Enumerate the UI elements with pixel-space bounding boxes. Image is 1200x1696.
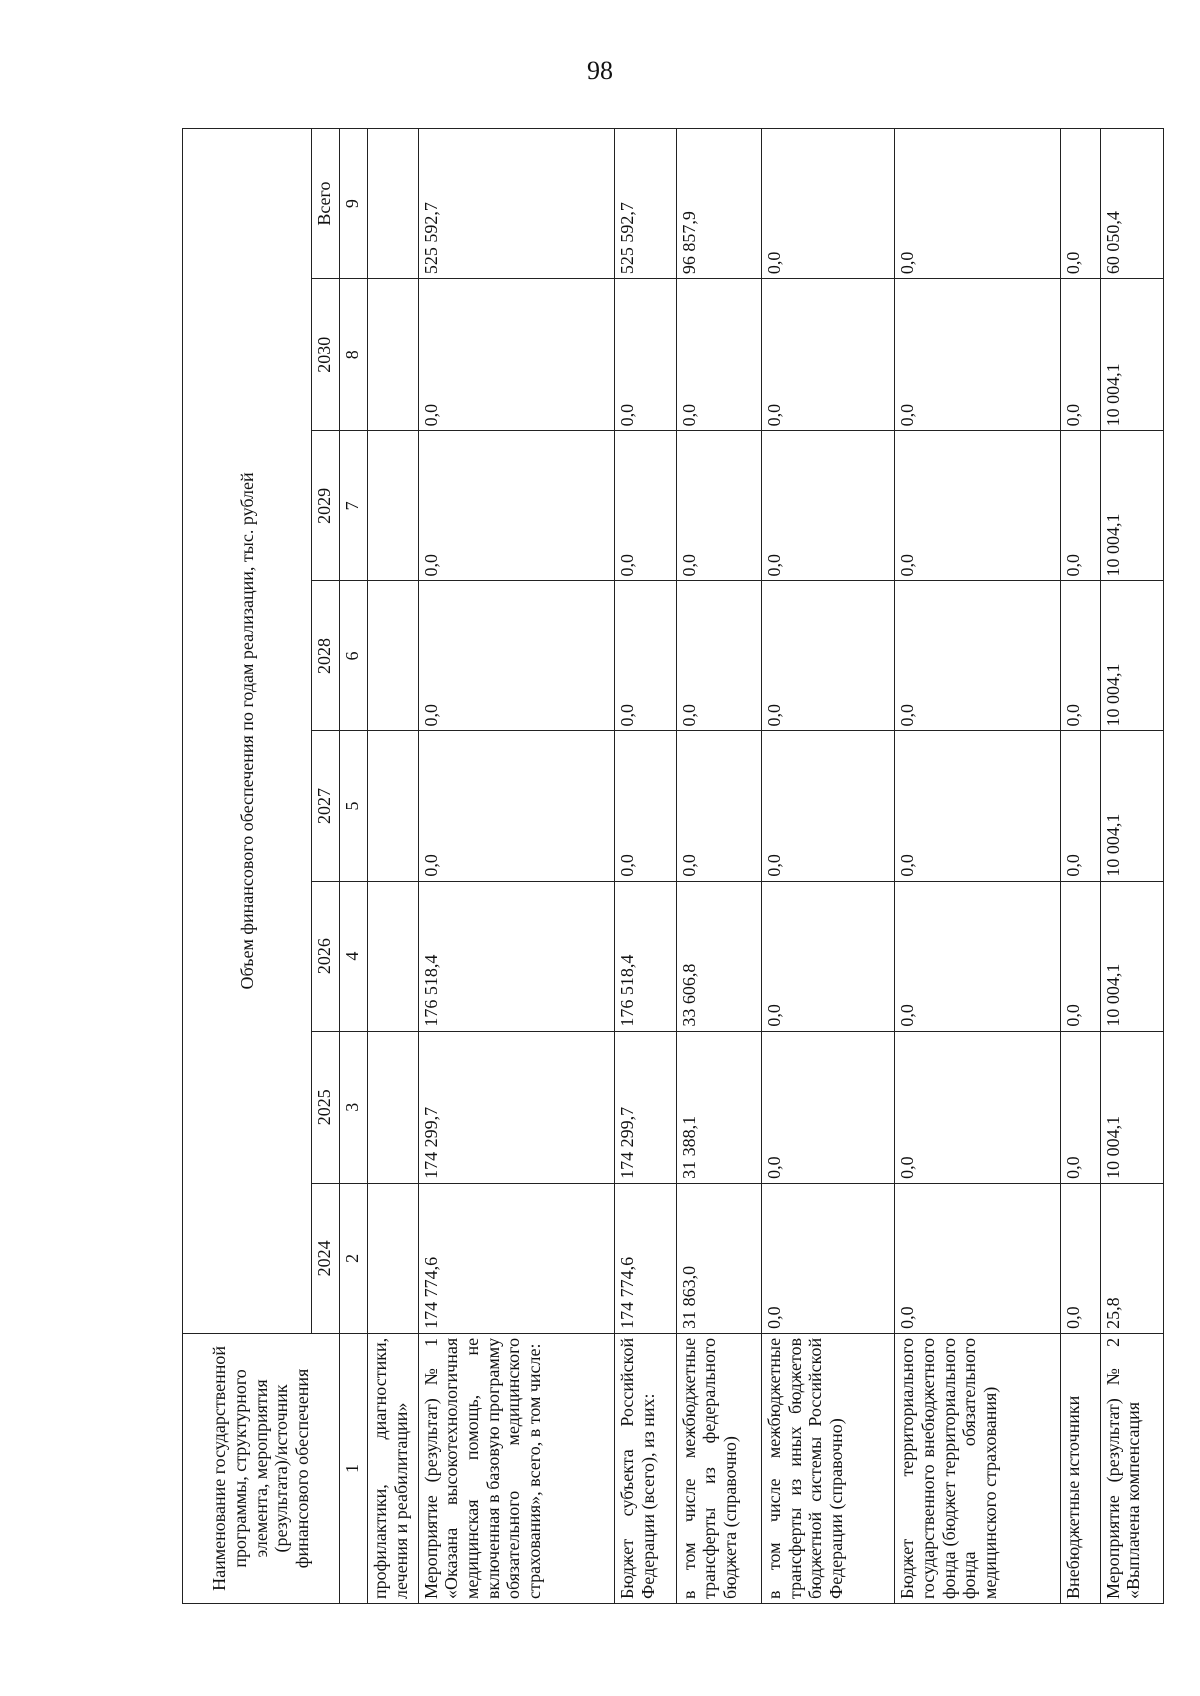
row-value: 31 863,0	[676, 1183, 761, 1333]
row-name: Мероприятие (результат) № 1 «Оказана высокотехнологичная медицинская помощь, не включенная в базовую программу обязательного медицинского страхования», всего, в том числе:	[418, 1333, 615, 1603]
row-value: 0,0	[676, 431, 761, 581]
col-number: 4	[340, 881, 368, 1031]
table-row	[368, 129, 419, 1604]
row-value: 0,0	[615, 731, 676, 881]
row-name: Внебюджетные источники	[1061, 1333, 1100, 1603]
table-row	[761, 129, 894, 1604]
row-value: 0,0	[761, 581, 894, 731]
row-name: Бюджет территориального государственного внебюджетного фонда (бюджет территориального фонда обязательного медицинского страхования)	[895, 1333, 1061, 1603]
col-number: 8	[340, 279, 368, 431]
row-value: 0,0	[895, 881, 1061, 1031]
col-number: 6	[340, 581, 368, 731]
row-value: 0,0	[1061, 431, 1100, 581]
financing-table	[182, 128, 1164, 1604]
row-value: 0,0	[1061, 1031, 1100, 1183]
row-value: 25,8	[1100, 1183, 1163, 1333]
row-value: 0,0	[1061, 581, 1100, 731]
row-value: 0,0	[895, 129, 1061, 279]
row-value: 0,0	[761, 731, 894, 881]
row-value	[368, 731, 419, 881]
col-number: 5	[340, 731, 368, 881]
row-value: 0,0	[418, 581, 615, 731]
row-value: 0,0	[418, 279, 615, 431]
row-value: 10 004,1	[1100, 731, 1163, 881]
row-value	[368, 431, 419, 581]
row-value: 0,0	[1061, 1183, 1100, 1333]
col-number: 9	[340, 129, 368, 279]
row-name: в том числе межбюджетные трансферты из иных бюджетов бюджетной системы Российской Федерации (справочно)	[761, 1333, 894, 1603]
row-value: 0,0	[761, 1031, 894, 1183]
row-value: 96 857,9	[676, 129, 761, 279]
row-value	[368, 1031, 419, 1183]
row-value	[368, 279, 419, 431]
header-year: 2030	[311, 279, 339, 431]
header-name-cell: Наименование государственной программы, структурного элемента, мероприятия (результата)/источник финансового обеспечения	[183, 1333, 340, 1603]
row-value: 10 004,1	[1100, 881, 1163, 1031]
row-value: 0,0	[676, 581, 761, 731]
row-value: 0,0	[761, 279, 894, 431]
row-value: 174 774,6	[615, 1183, 676, 1333]
row-value: 0,0	[895, 431, 1061, 581]
row-value: 10 004,1	[1100, 581, 1163, 731]
row-value: 10 004,1	[1100, 431, 1163, 581]
row-value	[368, 1183, 419, 1333]
row-value: 0,0	[418, 431, 615, 581]
row-value: 0,0	[895, 1183, 1061, 1333]
row-value: 0,0	[676, 279, 761, 431]
header-year: 2027	[311, 731, 339, 881]
row-value: 0,0	[761, 881, 894, 1031]
row-value: 60 050,4	[1100, 129, 1163, 279]
row-value: 31 388,1	[676, 1031, 761, 1183]
row-value: 0,0	[895, 581, 1061, 731]
row-value	[368, 881, 419, 1031]
header-total: Всего	[311, 129, 339, 279]
row-value: 174 774,6	[418, 1183, 615, 1333]
row-value: 0,0	[895, 279, 1061, 431]
row-value: 0,0	[1061, 129, 1100, 279]
row-value: 0,0	[615, 279, 676, 431]
header-year: 2024	[311, 1183, 339, 1333]
row-value: 525 592,7	[615, 129, 676, 279]
page-number: 98	[587, 56, 613, 85]
table-row	[1100, 129, 1163, 1604]
row-value: 176 518,4	[615, 881, 676, 1031]
header-group-title: Объем финансового обеспечения по годам реализации, тыс. рублей	[183, 129, 312, 1334]
row-value: 176 518,4	[418, 881, 615, 1031]
rotated-table-container	[182, 128, 1164, 1604]
row-name: в том числе межбюджетные трансферты из федерального бюджета (справочно)	[676, 1333, 761, 1603]
col-number: 3	[340, 1031, 368, 1183]
row-value: 174 299,7	[615, 1031, 676, 1183]
table-row	[1061, 129, 1100, 1604]
row-value: 10 004,1	[1100, 279, 1163, 431]
table-row	[418, 129, 615, 1604]
header-year: 2025	[311, 1031, 339, 1183]
row-name: Мероприятие (результат) № 2 «Выплачена компенсация	[1100, 1333, 1163, 1603]
row-value: 0,0	[1061, 279, 1100, 431]
col-number: 1	[340, 1333, 368, 1603]
col-number: 7	[340, 431, 368, 581]
table-row	[615, 129, 676, 1604]
row-value: 174 299,7	[418, 1031, 615, 1183]
row-value: 33 606,8	[676, 881, 761, 1031]
header-year: 2026	[311, 881, 339, 1031]
table-row	[895, 129, 1061, 1604]
row-value: 0,0	[761, 129, 894, 279]
row-value: 0,0	[895, 1031, 1061, 1183]
row-value: 0,0	[895, 731, 1061, 881]
row-name: Бюджет субъекта Российской Федерации (всего), из них:	[615, 1333, 676, 1603]
row-value	[368, 129, 419, 279]
row-name: профилактики, диагностики, лечения и реабилитации»	[368, 1333, 419, 1603]
table-row	[676, 129, 761, 1604]
row-value: 0,0	[761, 431, 894, 581]
row-value: 0,0	[615, 581, 676, 731]
header-year: 2028	[311, 581, 339, 731]
row-value: 0,0	[676, 731, 761, 881]
col-number: 2	[340, 1183, 368, 1333]
row-value: 0,0	[1061, 731, 1100, 881]
row-value: 525 592,7	[418, 129, 615, 279]
row-value: 10 004,1	[1100, 1031, 1163, 1183]
row-value: 0,0	[1061, 881, 1100, 1031]
header-year: 2029	[311, 431, 339, 581]
row-value: 0,0	[418, 731, 615, 881]
row-value	[368, 581, 419, 731]
row-value: 0,0	[761, 1183, 894, 1333]
row-value: 0,0	[615, 431, 676, 581]
